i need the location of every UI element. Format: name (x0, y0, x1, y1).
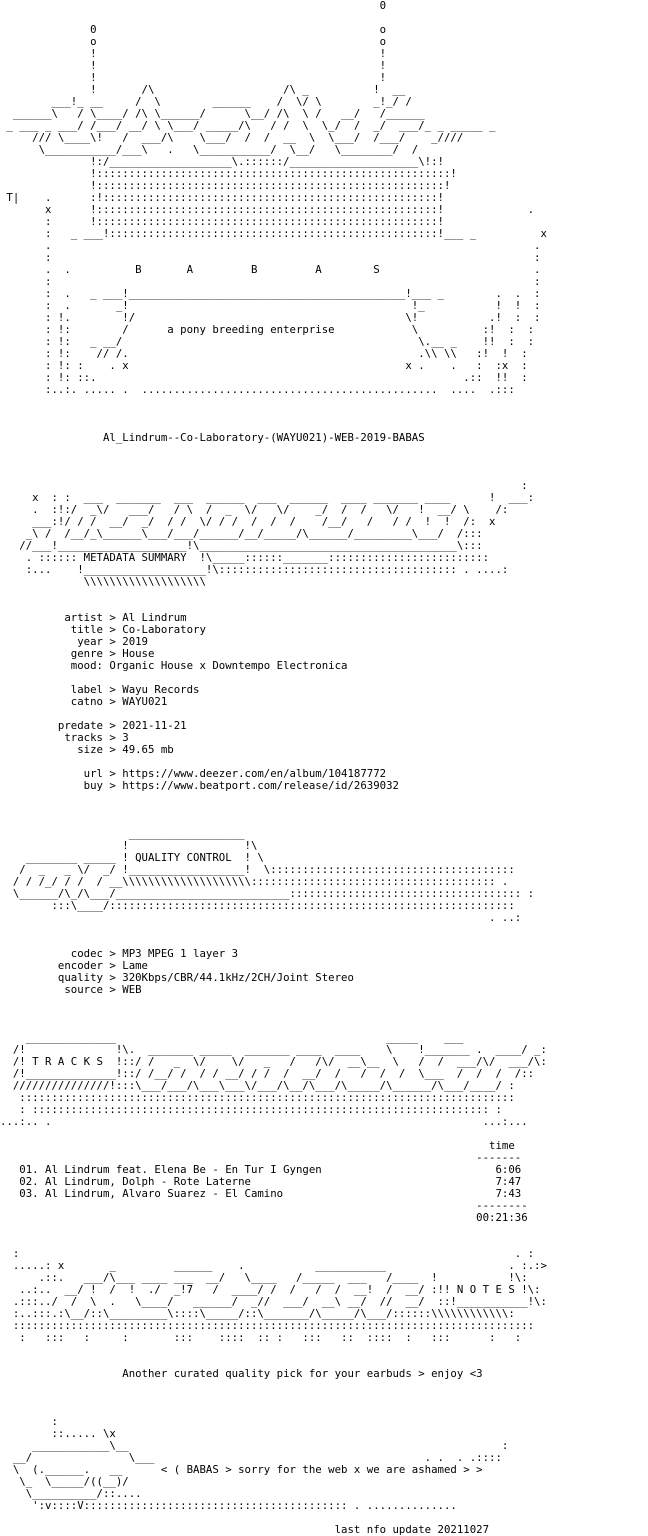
nfo-line: ///////////////!:::\___/___/\___\___\/___/\__/\___/\_____/\______/\___/____/ : (0, 1079, 515, 1092)
nfo-line: x : : ___ _______ ___ ______ ___ ______ ____ _______ ____ ! ___: (0, 491, 535, 504)
nfo-line: label > Wayu Records (0, 683, 200, 696)
nfo-line (0, 1392, 648, 1404)
nfo-line (0, 792, 648, 804)
nfo-line: mood: Organic House x Downtempo Electronica (0, 659, 348, 672)
nfo-line: 0 (0, 0, 387, 12)
nfo-line: : . _ ___!___________________________________________!___ _ . . : (0, 287, 541, 300)
nfo-line: .:::../ / \ . \____/ ______/ _// ___/ __\ __/ // __/ ::!___________!\: (0, 1295, 547, 1308)
nfo-line (0, 396, 648, 408)
nfo-line: . :::::: METADATA SUMMARY !\_____::::::_______::::::::::::::::::::::::: (0, 551, 490, 564)
nfo-line: quality > 320Kbps/CBR/44.1kHz/2CH/Joint Stereo (0, 971, 354, 984)
nfo-line: : (0, 1415, 58, 1428)
nfo-line: buy > https://www.beatport.com/release/id/2639032 (0, 779, 399, 792)
nfo-line (0, 1512, 648, 1524)
nfo-line: Al_Lindrum--Co-Laboratory-(WAYU021)-WEB-2019-BABAS (0, 431, 425, 444)
nfo-line: ! !\ (0, 839, 258, 852)
nfo-line: :..:::.:\__/::\_________\::::\_____/::\_______/\_____/\___/::::::\\\\\\\\\\\\: (0, 1307, 515, 1320)
nfo-line: //___!____________________!\________________________________________\::: (0, 539, 483, 552)
nfo-line: tracks > 3 (0, 731, 129, 744)
nfo-line: \___________/___\ . \___________/ \__/ \________/ / (0, 143, 419, 156)
nfo-line (0, 1224, 648, 1236)
nfo-line (0, 996, 648, 1008)
nfo-line: title > Co-Laboratory (0, 623, 206, 636)
nfo-line (0, 588, 648, 600)
nfo-line: \ (.______. __ < ( BABAS > sorry for the web x we are ashamed > > (0, 1463, 483, 1476)
nfo-line: Another curated quality pick for your earbuds > enjoy <3 (0, 1367, 483, 1380)
nfo-line: last nfo update 20211027 (0, 1523, 490, 1536)
nfo-line: 01. Al Lindrum feat. Elena Be - En Tur I Gyngen 6:06 (0, 1163, 522, 1176)
nfo-line: /! !\. _______ _____ _______ ____ ____ \ !_______ . ____/ _: (0, 1043, 547, 1056)
nfo-line: : : (0, 275, 541, 288)
nfo-line: : . : (0, 1247, 535, 1260)
nfo-line: __/ \___ . . . .:::: (0, 1451, 502, 1464)
nfo-line: codec > MP3 MPEG 1 layer 3 (0, 947, 239, 960)
nfo-line: ::..... \x (0, 1427, 116, 1440)
nfo-line: !:::::::::::::::::::::::::::::::::::::::::::::::::::::::! (0, 167, 457, 180)
nfo-line: ..:.. __/ ! / ! ./ _!7 / ____/ / / / / __! / __/ :!! N O T E S !\: (0, 1283, 541, 1296)
nfo-line: : _ ___!:::::::::::::::::::::::::::::::::::::::::::::::::::!___ _ x (0, 227, 547, 240)
nfo-line: source > WEB (0, 983, 142, 996)
nfo-line (0, 924, 648, 936)
nfo-line: : (0, 479, 528, 492)
nfo-line: !::::::::::::::::::::::::::::::::::::::::::::::::::::::! (0, 179, 451, 192)
nfo-line: . . B A B A S . (0, 263, 541, 276)
nfo-line: ____________\__ : (0, 1439, 509, 1452)
nfo-line: encoder > Lame (0, 959, 148, 972)
nfo-line: ':v::::V::::::::::::::::::::::::::::::::::::::::: . .............. (0, 1499, 457, 1512)
nfo-line: size > 49.65 mb (0, 743, 174, 756)
nfo-line (0, 408, 648, 420)
nfo-line: : !: _ __/ \.__ _ !! : : (0, 335, 535, 348)
nfo-line: / _ _ \/ _/ !__________________! \:::::::::::::::::::::::::::::::::::::: (0, 863, 515, 876)
nfo-line: : !: // /. .\\ \\ :! ! : (0, 347, 528, 360)
nfo-line (0, 456, 648, 468)
nfo-line: 02. Al Lindrum, Dolph - Rote Laterne 7:47 (0, 1175, 522, 1188)
nfo-line: : . _! !_ ! ! : (0, 299, 541, 312)
nfo-line: 00:21:36 (0, 1211, 528, 1224)
nfo-line: \______/\_/\___/___________________________:::::::::::::::::::::::::::::::::::: : (0, 887, 535, 900)
nfo-line: ------- (0, 1151, 522, 1164)
nfo-line: .::. ___/\___ ____ ___ __/ \____ /_____ ___ /____ ! !\: (0, 1271, 528, 1284)
nfo-line: /! T R A C K S !::/ / _ \/ \/ _ / /\/ __\__ \ / / ___/\/ ___/\: (0, 1055, 547, 1068)
nfo-line: :..:. ..... . .............................................. .... .::: (0, 383, 515, 396)
nfo-line (0, 1380, 648, 1392)
nfo-line: o o (0, 35, 387, 48)
nfo-line: !:/___________________\.::::::/____________________\!:! (0, 155, 444, 168)
nfo-line: :... !___________________!\::::::::::::::::::::::::::::::::::::: . ....: (0, 563, 509, 576)
nfo-line: ! /\ /\ _ ! __ (0, 83, 406, 96)
nfo-line: \\\\\\\\\\\\\\\\\\\ (0, 575, 206, 588)
nfo-line: _ ___ _ ___/ /___/ __/ \ \___/ _____/\ / / \ \_/ / _/ ___/_ _ _____ _ (0, 119, 496, 132)
nfo-line (0, 1344, 648, 1356)
nfo-line: x !:::::::::::::::::::::::::::::::::::::::::::::::::::::! . (0, 203, 535, 216)
nfo-line: : !:::::::::::::::::::::::::::::::::::::::::::::::::::::! (0, 215, 444, 228)
nfo-line: ::::::::::::::::::::::::::::::::::::::::::::::::::::::::::::::::::::::::::::::::: (0, 1319, 535, 1332)
nfo-line: 0 o (0, 23, 387, 36)
nfo-line: url > https://www.deezer.com/en/album/104187772 (0, 767, 387, 780)
nfo-line: ! ! (0, 71, 387, 84)
nfo-line: : ::: : : ::: :::: :: : ::: :: :::: : ::: : : (0, 1331, 522, 1344)
nfo-line: ! ! (0, 47, 387, 60)
nfo-line: : ::::::::::::::::::::::::::::::::::::::::::::::::::::::::::::::::::::::: : (0, 1103, 502, 1116)
nfo-line: : !. !/ \! .! : : (0, 311, 541, 324)
nfo-line: artist > Al Lindrum (0, 611, 187, 624)
nfo-line: T| . :!::::::::::::::::::::::::::::::::::::::::::::::::::::! (0, 191, 444, 204)
nfo-line: ______\ / \____/ /\ \______/ \__/ /\ \ / __/ /______ (0, 107, 425, 120)
nfo-line: /// \____\! / ___/\ \___/ / / __ \ \___/ /___/ _//// (0, 131, 464, 144)
nfo-line: : !: : . x x . . : :x : (0, 359, 528, 372)
nfo-line: : : (0, 251, 541, 264)
nfo-line: . . (0, 239, 541, 252)
nfo-line: / / /_/ / / / __\\\\\\\\\\\\\\\\\\\\:::::::::::::::::::::::::::::::::::::: . (0, 875, 509, 888)
nfo-line: genre > House (0, 647, 155, 660)
nfo-line: : !: ::. .:: !! : (0, 371, 528, 384)
nfo-line: . ..: (0, 911, 522, 924)
nfo-line: year > 2019 (0, 635, 148, 648)
nfo-line: ________ _____ ! QUALITY CONTROL ! \ (0, 851, 264, 864)
nfo-line: _\ / /__/_\______\___/___/______/__/_____/\______/_________\___/ /::: (0, 527, 483, 540)
nfo-line: ___!_ __ / \ ______ / \/ \ _!_/ / (0, 95, 412, 108)
nfo-line: /!______________!::/ /__/ / / / __/ / / / __/ / / / / \___ / / / /:: (0, 1067, 535, 1080)
nfo-line (0, 1404, 648, 1416)
nfo-line: 03. Al Lindrum, Alvaro Suarez - El Camino 7:43 (0, 1187, 522, 1200)
nfo-line: catno > WAYU021 (0, 695, 168, 708)
nfo-line: time (0, 1139, 515, 1152)
nfo-line: ___:!/ / / __/ _/ / / \/ / / / / / /__/ / / / ! ! /: x (0, 515, 496, 528)
nfo-line: :::\____/::::::::::::::::::::::::::::::::::::::::::::::::::::::::::::::: (0, 899, 515, 912)
nfo-line: ______________ _____ ___ (0, 1031, 464, 1044)
nfo-line: : !: / a pony breeding enterprise \ :! : : (0, 323, 535, 336)
nfo-line: .....: x _ ______ . ___________ . :.:> (0, 1259, 547, 1272)
nfo-line: predate > 2021-11-21 (0, 719, 187, 732)
nfo-line: __________________ (0, 827, 245, 840)
nfo-line: ! ! (0, 59, 387, 72)
nfo-line (0, 1008, 648, 1020)
nfo-line: -------- (0, 1199, 528, 1212)
nfo-line: ::::::::::::::::::::::::::::::::::::::::::::::::::::::::::::::::::::::::::::: (0, 1091, 515, 1104)
nfo-line: \_ \_____/((__)/ (0, 1475, 129, 1488)
nfo-line (0, 804, 648, 816)
nfo-line: . :!:/ _\/ ___/ / \ / _ \/ \/ _/ / / \/ ! __/ \ /: (0, 503, 509, 516)
nfo-line: ...:.. . ...:... (0, 1115, 528, 1128)
nfo-line (0, 444, 648, 456)
nfo-line: \__________/::.... (0, 1487, 142, 1500)
